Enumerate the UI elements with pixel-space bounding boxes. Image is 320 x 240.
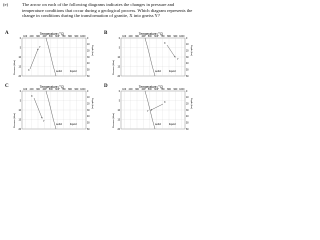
pressure-axis-title: Pressure (kbar) xyxy=(113,112,115,128)
depth-tick-label: 10 xyxy=(186,97,189,100)
depth-axis-title: Depth (km) xyxy=(190,45,192,56)
temperature-tick-label: 1000 xyxy=(80,89,86,92)
depth-tick-label: 50 xyxy=(186,122,189,125)
diagram-a xyxy=(12,31,94,81)
depth-ticks xyxy=(186,38,189,78)
marker-y: Y xyxy=(177,59,179,61)
temperature-tick-label: 300 xyxy=(36,89,40,92)
temperature-axis-title: Temperature (°C) xyxy=(138,32,164,36)
depth-tick-label: 0 xyxy=(87,90,89,93)
marker-x: X xyxy=(164,43,166,45)
panel-label-a: A xyxy=(5,31,9,36)
depth-tick-label: 10 xyxy=(186,44,189,47)
depth-tick-label: 60 xyxy=(186,128,189,131)
depth-ticks xyxy=(186,91,189,131)
temperature-tick-label: 1000 xyxy=(179,89,185,92)
depth-ticks xyxy=(87,91,90,131)
marker-x: X xyxy=(164,102,166,104)
temperature-tick-label: 200 xyxy=(128,36,133,39)
pressure-tick-label: 10 xyxy=(18,109,21,112)
temperature-tick-label: 200 xyxy=(29,36,34,39)
pressure-tick-label: 15 xyxy=(18,66,21,69)
temperature-tick-label: 400 xyxy=(42,36,47,39)
pressure-tick-label: 15 xyxy=(18,119,21,122)
depth-tick-label: 40 xyxy=(87,63,90,66)
temperature-tick-label: 500 xyxy=(48,89,53,92)
depth-tick-label: 0 xyxy=(87,37,89,40)
pressure-tick-label: 0 xyxy=(19,90,21,93)
question-text: The arrow on each of the following diagrams indicates the changes in pressure and temperature conditions that occur during a geological process. Which diagram represents the change in conditions during the transformation of granite, X into gneiss Y? xyxy=(22,2,193,19)
temperature-tick-label: 900 xyxy=(173,89,178,92)
pressure-tick-label: 0 xyxy=(118,90,120,93)
pressure-ticks xyxy=(18,91,21,131)
pressure-tick-label: 20 xyxy=(18,128,21,131)
temperature-tick-label: 300 xyxy=(135,36,139,39)
depth-tick-label: 20 xyxy=(186,103,189,106)
temperature-tick-label: 700 xyxy=(61,89,66,92)
depth-tick-label: 0 xyxy=(186,90,188,93)
temperature-tick-label: 300 xyxy=(36,36,40,39)
pressure-tick-label: 5 xyxy=(19,100,21,103)
temperature-tick-label: 100 xyxy=(23,89,28,92)
depth-tick-label: 30 xyxy=(186,109,189,112)
pressure-tick-label: 10 xyxy=(117,109,120,112)
depth-tick-label: 20 xyxy=(87,50,90,53)
temperature-tick-label: 500 xyxy=(147,89,152,92)
marker-y: Y xyxy=(43,121,45,123)
temperature-axis-title: Temperature (°C) xyxy=(39,85,65,89)
temperature-tick-label: 400 xyxy=(42,89,47,92)
depth-axis-title: Depth (km) xyxy=(91,45,93,56)
panel-label-d: D xyxy=(104,84,108,89)
liquid-label: liquid xyxy=(70,69,77,73)
temperature-tick-label: 600 xyxy=(55,89,60,92)
depth-tick-label: 30 xyxy=(87,56,90,59)
temperature-tick-label: 700 xyxy=(160,89,165,92)
process-arrow xyxy=(167,45,175,57)
depth-tick-label: 30 xyxy=(87,109,90,112)
temperature-axis-title: Temperature (°C) xyxy=(138,85,164,89)
question-number: (e) xyxy=(3,2,9,7)
temperature-tick-label: 400 xyxy=(141,89,146,92)
pressure-tick-label: 5 xyxy=(19,47,21,50)
temperature-tick-label: 500 xyxy=(48,36,53,39)
diagram-d xyxy=(111,84,193,134)
pressure-tick-label: 20 xyxy=(117,128,120,131)
solid-label: solid xyxy=(155,122,161,126)
depth-tick-label: 40 xyxy=(87,116,90,119)
solid-label: solid xyxy=(155,69,161,73)
temperature-tick-label: 600 xyxy=(154,36,159,39)
pressure-tick-label: 5 xyxy=(118,47,120,50)
temperature-tick-label: 100 xyxy=(23,36,28,39)
temperature-tick-label: 100 xyxy=(122,89,127,92)
pressure-tick-label: 5 xyxy=(118,100,120,103)
depth-tick-label: 10 xyxy=(87,97,90,100)
pressure-tick-label: 15 xyxy=(117,119,120,122)
depth-tick-label: 60 xyxy=(87,128,90,131)
temperature-tick-label: 800 xyxy=(68,89,72,92)
temperature-tick-label: 800 xyxy=(167,89,171,92)
temperature-tick-label: 900 xyxy=(74,89,79,92)
temperature-tick-label: 700 xyxy=(61,36,66,39)
pressure-tick-label: 15 xyxy=(117,66,120,69)
depth-tick-label: 40 xyxy=(186,63,189,66)
depth-axis-title: Depth (km) xyxy=(190,98,192,109)
solid-label: solid xyxy=(56,69,62,73)
temperature-tick-label: 300 xyxy=(135,89,139,92)
temperature-tick-label: 200 xyxy=(128,89,133,92)
temperature-tick-label: 700 xyxy=(160,36,165,39)
temperature-tick-label: 800 xyxy=(167,36,171,39)
marker-x: X xyxy=(31,96,33,98)
temperature-tick-label: 400 xyxy=(141,36,146,39)
panel-label-b: B xyxy=(104,31,108,36)
marker-y: Y xyxy=(39,47,41,49)
depth-tick-label: 20 xyxy=(87,103,90,106)
depth-tick-label: 20 xyxy=(186,50,189,53)
pressure-tick-label: 10 xyxy=(18,56,21,59)
process-arrow xyxy=(151,104,163,110)
pressure-axis-title: Pressure (kbar) xyxy=(113,59,115,75)
temperature-tick-label: 900 xyxy=(74,36,79,39)
pressure-axis-title: Pressure (kbar) xyxy=(14,59,16,75)
marker-y: Y xyxy=(147,111,149,113)
pressure-tick-label: 0 xyxy=(118,37,120,40)
pressure-ticks xyxy=(117,38,120,78)
liquid-label: liquid xyxy=(70,122,77,126)
temperature-tick-label: 1000 xyxy=(179,36,185,39)
depth-tick-label: 60 xyxy=(186,75,189,78)
temperature-tick-label: 500 xyxy=(147,36,152,39)
diagram-c xyxy=(12,84,94,134)
depth-tick-label: 30 xyxy=(186,56,189,59)
depth-tick-label: 40 xyxy=(186,116,189,119)
temperature-tick-label: 900 xyxy=(173,36,178,39)
panel-label-c: C xyxy=(5,84,9,89)
temperature-tick-label: 100 xyxy=(122,36,127,39)
temperature-tick-label: 600 xyxy=(154,89,159,92)
pressure-ticks xyxy=(117,91,120,131)
solid-label: solid xyxy=(56,122,62,126)
depth-tick-label: 50 xyxy=(87,69,90,72)
temperature-tick-label: 800 xyxy=(68,36,72,39)
pressure-ticks xyxy=(18,38,21,78)
temperature-tick-label: 1000 xyxy=(80,36,86,39)
depth-tick-label: 10 xyxy=(87,44,90,47)
pressure-tick-label: 20 xyxy=(18,75,21,78)
depth-tick-label: 50 xyxy=(186,69,189,72)
temperature-tick-label: 600 xyxy=(55,36,60,39)
depth-tick-label: 60 xyxy=(87,75,90,78)
depth-axis-title: Depth (km) xyxy=(91,98,93,109)
temperature-axis-title: Temperature (°C) xyxy=(39,32,65,36)
pressure-axis-title: Pressure (kbar) xyxy=(14,112,16,128)
process-arrow xyxy=(30,49,38,69)
diagram-b xyxy=(111,31,193,81)
marker-x: X xyxy=(28,70,30,72)
temperature-tick-label: 200 xyxy=(29,89,34,92)
liquid-label: liquid xyxy=(169,122,176,126)
pressure-tick-label: 10 xyxy=(117,56,120,59)
depth-ticks xyxy=(87,38,90,78)
pressure-tick-label: 0 xyxy=(19,37,21,40)
depth-tick-label: 0 xyxy=(186,37,188,40)
depth-tick-label: 50 xyxy=(87,122,90,125)
pressure-tick-label: 20 xyxy=(117,75,120,78)
liquid-label: liquid xyxy=(169,69,176,73)
